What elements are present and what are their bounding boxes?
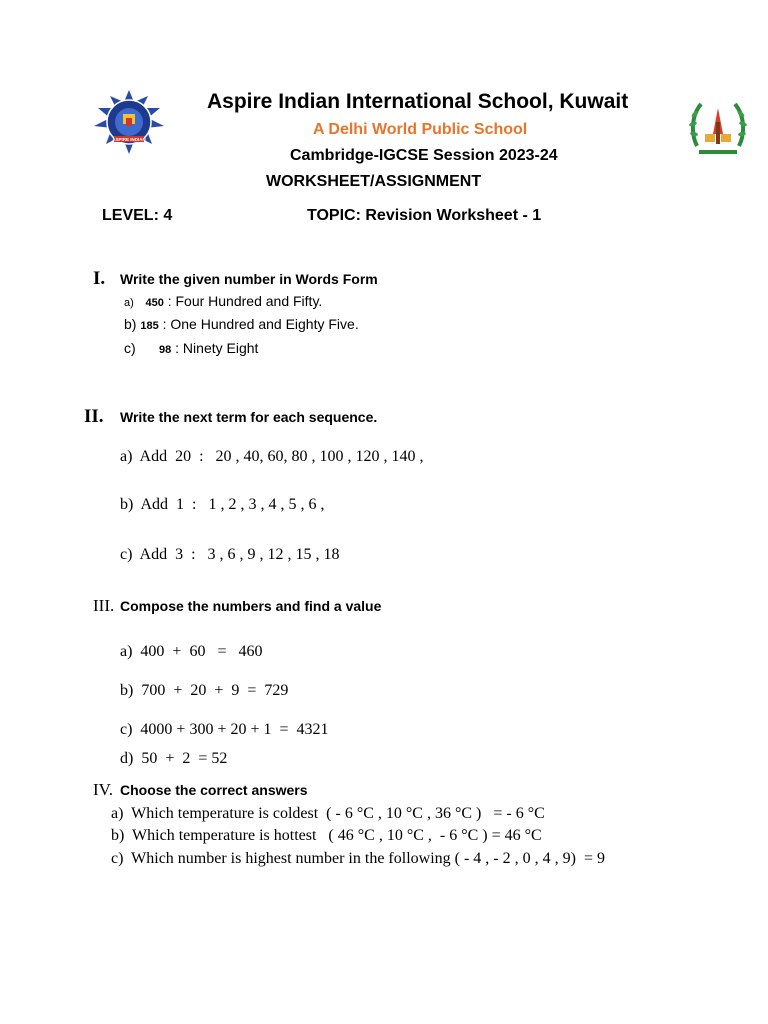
- item-number: 98: [159, 344, 172, 356]
- list-item: [124, 316, 359, 332]
- list-item: c) Add 3 : 3 , 6 , 9 , 12 , 15 , 18: [120, 546, 340, 563]
- section-1-numeral: I.: [93, 268, 106, 289]
- list-item: b) Add 1 : 1 , 2 , 3 , 4 , 5 , 6 ,: [120, 496, 325, 513]
- list-item: [124, 340, 258, 356]
- item-text: : One Hundred and Eighty Five.: [158, 316, 359, 332]
- logo-left-text: ASPIRE INDIAN: [112, 137, 146, 142]
- item-label: c): [124, 340, 136, 356]
- list-item: c) Which number is highest number in the following ( - 4 , - 2 , 0 , 4 , 9) = 9: [111, 850, 605, 867]
- section-4-numeral: IV.: [93, 780, 113, 799]
- list-item: a) Which temperature is coldest ( - 6 °C , 10 °C , 36 °C ) = - 6 °C: [111, 805, 545, 822]
- section-2-numeral: II.: [84, 406, 104, 427]
- school-name: Aspire Indian International School, Kuwait: [207, 90, 629, 113]
- section-2-heading: Write the next term for each sequence.: [120, 409, 378, 425]
- school-logo-left: [90, 88, 168, 158]
- item-number: 185: [140, 320, 159, 332]
- section-1-heading: Write the given number in Words Form: [120, 271, 378, 287]
- list-item: a) 400 + 60 = 460: [120, 643, 263, 660]
- list-item: d) 50 + 2 = 52: [120, 750, 228, 767]
- level-label: LEVEL: 4: [102, 207, 173, 224]
- item-text: : Four Hundred and Fifty.: [163, 293, 323, 309]
- list-item: [124, 293, 322, 309]
- section-4-heading: Choose the correct answers: [120, 782, 308, 798]
- item-label: b): [124, 316, 137, 332]
- item-text: : Ninety Eight: [171, 340, 259, 356]
- list-item: b) 700 + 20 + 9 = 729: [120, 682, 289, 699]
- school-logo-right: [687, 94, 749, 160]
- topic-label: TOPIC: Revision Worksheet - 1: [307, 207, 542, 224]
- school-subtitle: A Delhi World Public School: [313, 121, 528, 138]
- session-title: Cambridge-IGCSE Session 2023-24: [290, 147, 558, 164]
- document-type: WORKSHEET/ASSIGNMENT: [266, 173, 482, 190]
- list-item: c) 4000 + 300 + 20 + 1 = 4321: [120, 721, 329, 738]
- item-label: a): [124, 297, 134, 309]
- section-3-heading: Compose the numbers and find a value: [120, 598, 382, 614]
- list-item: a) Add 20 : 20 , 40, 60, 80 , 100 , 120 , 140 ,: [120, 448, 424, 465]
- list-item: b) Which temperature is hottest ( 46 °C , 10 °C , - 6 °C ) = 46 °C: [111, 827, 542, 844]
- section-3-numeral: III.: [93, 596, 115, 615]
- item-number: 450: [145, 297, 164, 309]
